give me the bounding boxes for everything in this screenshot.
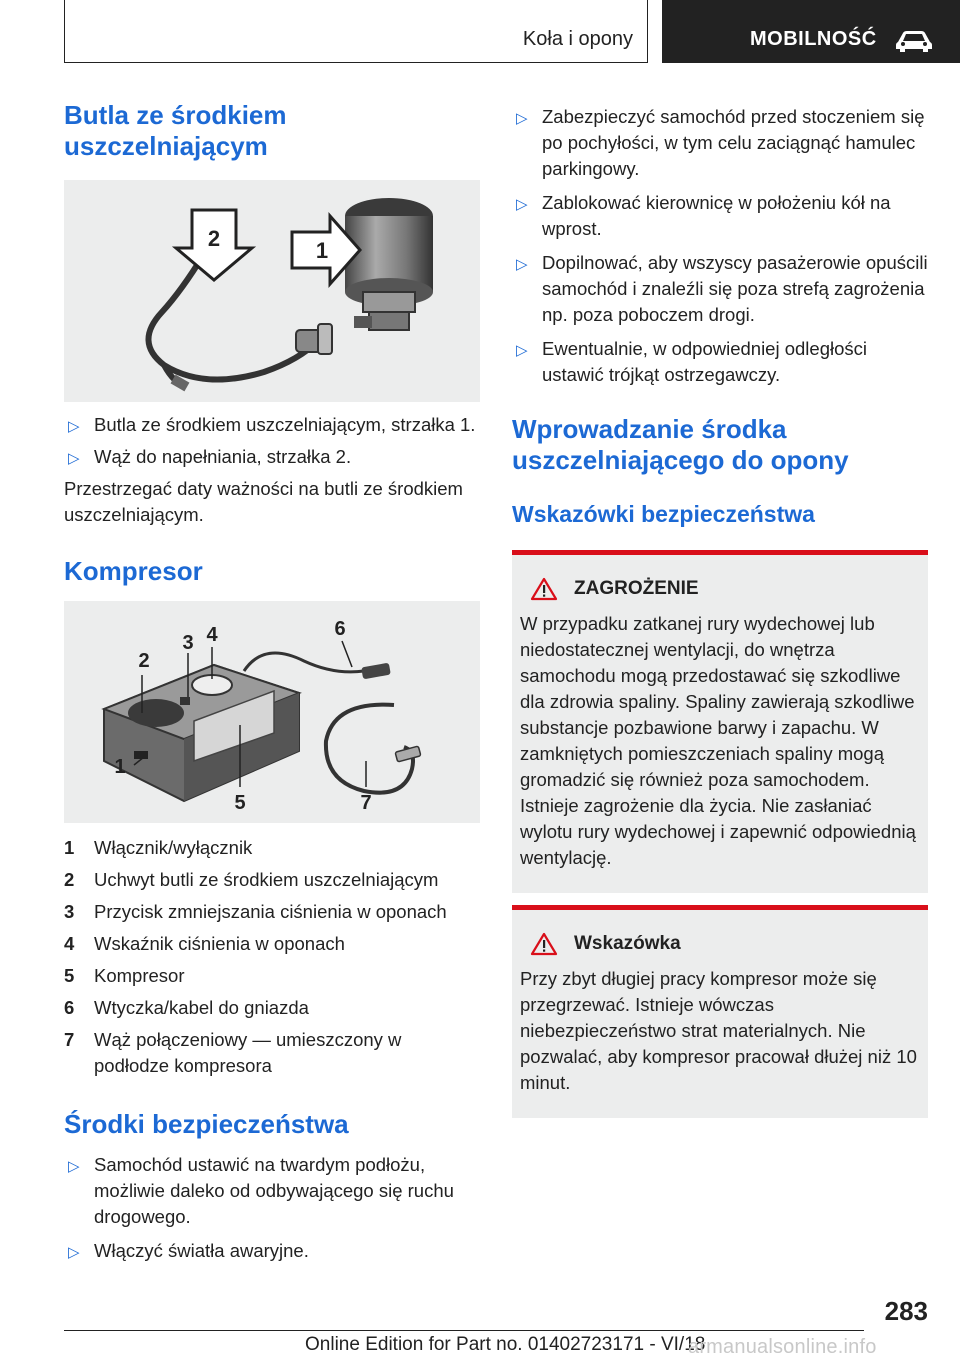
warning-triangle-icon xyxy=(530,932,558,956)
safety-bullets xyxy=(64,1152,480,1264)
bottle-expiry-note: Przestrzegać daty ważności na butli ze środkiem uszczelniającym. xyxy=(64,478,463,525)
list-item: 3 Przycisk zmniejszania ciśnienia w oponach xyxy=(64,901,447,922)
notice-title: Wskazówka xyxy=(574,933,681,954)
heading-compressor: Kompresor xyxy=(64,556,203,586)
list-item: 2 Uchwyt butli ze środkiem uszczelniającym xyxy=(64,869,439,890)
danger-callout xyxy=(512,550,928,893)
notice-text: Przy zbyt długiej pracy kompresor może się przegrzewać. Istnieje wówczas niebezpieczeństwo strat materialnych. Nie pozwalać, aby kompresor pracował dłużej niż 10 minut. xyxy=(520,968,917,1093)
figure-label: 2 xyxy=(207,226,221,251)
footer-divider xyxy=(64,1330,864,1331)
bottle-bullets xyxy=(64,412,480,470)
list-item: ▷ Zabezpieczyć samochód przed stoczeniem się po pochyłości, w tym celu zaciągnąć hamulec parkingowy. xyxy=(516,106,925,179)
list-item: 5 Kompresor xyxy=(64,965,185,986)
figure-label: 3 xyxy=(182,632,194,654)
figure-label: 7 xyxy=(360,792,372,814)
list-item: ▷ Zablokować kierownicę w położeniu kół na wprost. xyxy=(516,192,891,239)
list-item: 4 Wskaźnik ciśnienia w oponach xyxy=(64,933,345,954)
list-item: ▷ Samochód ustawić na twardym podłożu, możliwie daleko od odbywającego się ruchu drogowego. xyxy=(68,1154,454,1227)
figure-compressor xyxy=(64,601,480,823)
compressor-illustration xyxy=(64,601,480,823)
list-item: 6 Wtyczka/kabel do gniazda xyxy=(64,997,309,1018)
triangle-bullet-icon: ▷ xyxy=(516,196,528,213)
preparation-bullets xyxy=(512,104,928,388)
car-icon xyxy=(894,28,934,54)
footer-watermark: armanualsonline.info xyxy=(688,1336,877,1358)
list-item: ▷ Butla ze środkiem uszczelniającym, strzałka 1. xyxy=(64,412,480,438)
figure-label: 2 xyxy=(138,650,150,672)
compressor-parts-list xyxy=(64,835,480,1079)
page-number: 283 xyxy=(884,1296,928,1326)
heading-sealant-injection: Wprowadzanie środka uszczelniającego do opony xyxy=(512,414,849,475)
triangle-bullet-icon: ▷ xyxy=(68,450,80,467)
list-item: ▷ Ewentualnie, w odpowiedniej odległości ustawić trójkąt ostrzegawczy. xyxy=(516,338,867,385)
notice-callout xyxy=(512,905,928,1118)
triangle-bullet-icon: ▷ xyxy=(68,1158,80,1175)
chapter-title: MOBILNOŚĆ xyxy=(750,28,877,50)
footer-edition: Online Edition for Part no. 01402723171 - VI/18 xyxy=(305,1334,706,1355)
figure-label: 4 xyxy=(206,624,218,646)
triangle-bullet-icon: ▷ xyxy=(68,418,80,435)
page-header xyxy=(0,0,960,66)
heading-sealant-bottle: Butla ze środkiem uszczelniającym xyxy=(64,100,287,161)
triangle-bullet-icon: ▷ xyxy=(516,342,528,359)
list-item: ▷ Dopilnować, aby wszyscy pasażerowie opuścili samochód i znaleźli się poza strefą zagrożenia np. poza poboczem drogi. xyxy=(516,252,928,325)
figure-label: 1 xyxy=(315,238,329,263)
figure-label: 5 xyxy=(234,792,246,814)
warning-triangle-icon xyxy=(530,577,558,601)
section-title: Koła i opony xyxy=(522,28,633,50)
chapter-tab xyxy=(662,0,960,63)
figure-label: 1 xyxy=(114,756,126,778)
list-item: 7 Wąż połączeniowy — umieszczony w podłodze kompresora xyxy=(64,1029,402,1076)
triangle-bullet-icon: ▷ xyxy=(68,1244,80,1261)
left-column xyxy=(64,100,480,1264)
triangle-bullet-icon: ▷ xyxy=(516,256,528,273)
list-item: ▷ Włączyć światła awaryjne. xyxy=(64,1238,480,1264)
heading-safety-notes: Wskazówki bezpieczeństwa xyxy=(512,501,815,527)
heading-safety-measures: Środki bezpieczeństwa xyxy=(64,1109,349,1139)
list-item: 1 Włącznik/wyłącznik xyxy=(64,837,253,858)
list-item: ▷ Wąż do napełniania, strzałka 2. xyxy=(64,444,480,470)
danger-text: W przypadku zatkanej rury wydechowej lub niedostatecznej wentylacji, do wnętrza samochodu mogą przedostawać się szkodliwe dla zdrowia spaliny. Spaliny zawierają szkodliwe substancje pozbawione barwy i zapachu. W zamkniętych pomieszczeniach spaliny mogą gromadzić się również poza samochodem. Istnieje zagrożenie dla życia. Nie zasłaniać wylotu rury wydechowej i zapewnić odpowiednią wentylację. xyxy=(520,613,916,868)
danger-title: ZAGROŻENIE xyxy=(574,578,699,599)
section-tab xyxy=(64,0,648,63)
figure-sealant-bottle xyxy=(64,180,480,402)
sealant-bottle-illustration xyxy=(64,180,480,402)
right-column xyxy=(512,100,928,1118)
figure-label: 6 xyxy=(334,618,346,640)
triangle-bullet-icon: ▷ xyxy=(516,110,528,127)
